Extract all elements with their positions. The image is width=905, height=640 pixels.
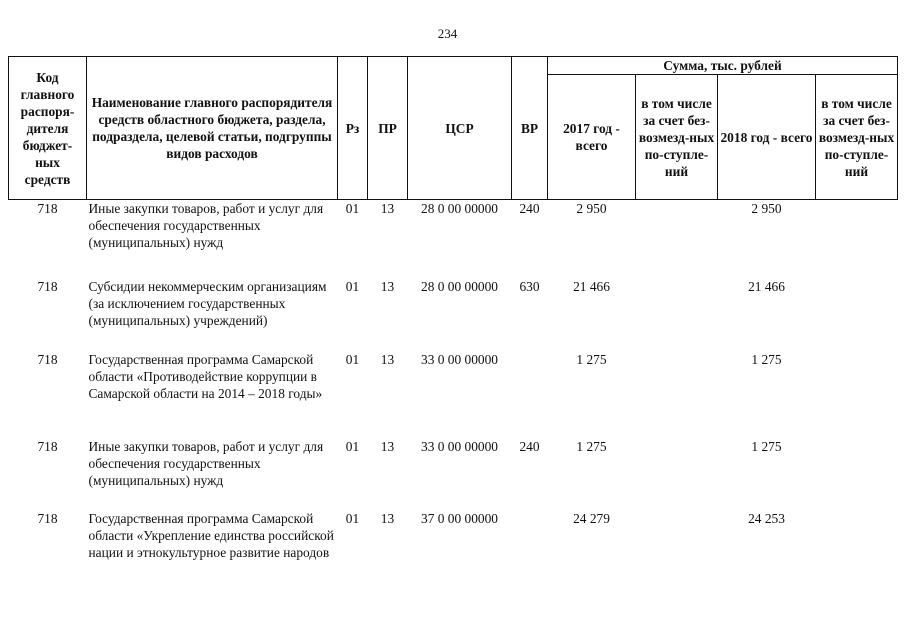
row-2017-total: 2 950 — [576, 201, 607, 216]
header-2018-total: 2018 год - всего — [718, 75, 816, 200]
row-vr: 630 — [519, 279, 540, 294]
row-2018-total: 21 466 — [748, 279, 785, 294]
row-2018-total: 1 275 — [751, 439, 782, 454]
row-2017-grants — [636, 200, 718, 279]
row-pr: 13 — [380, 439, 395, 454]
row-vr: 240 — [519, 201, 540, 216]
header-vr: ВР — [512, 57, 548, 200]
row-csr: 37 0 00 00000 — [421, 511, 498, 526]
row-2018-grants — [816, 438, 898, 510]
row-code: 718 — [37, 352, 58, 367]
row-rz: 01 — [345, 439, 360, 454]
row-name: Субсидии некоммерческим организациям (за исключением государственных (муниципальных) учреждений) — [88, 279, 327, 328]
header-rz: Рз — [338, 57, 368, 200]
row-2017-grants — [636, 510, 718, 580]
row-rz: 01 — [345, 511, 360, 526]
row-2018-grants — [816, 351, 898, 438]
row-rz: 01 — [345, 279, 360, 294]
header-code: Код главного распоря-дителя бюджет-ных средств — [9, 57, 87, 200]
row-2017-total: 1 275 — [576, 352, 607, 367]
header-pr: ПР — [368, 57, 408, 200]
row-code: 718 — [37, 439, 58, 454]
row-csr: 33 0 00 00000 — [421, 439, 498, 454]
row-2018-total: 24 253 — [748, 511, 785, 526]
row-name: Государственная программа Самарской области «Укрепление единства российской нации и этнокультурное развитие народов — [88, 511, 334, 560]
row-csr: 28 0 00 00000 — [421, 279, 498, 294]
row-2017-grants — [636, 278, 718, 351]
row-vr — [512, 510, 548, 580]
row-2017-total: 1 275 — [576, 439, 607, 454]
row-csr: 33 0 00 00000 — [421, 352, 498, 367]
row-pr: 13 — [380, 511, 395, 526]
row-2017-grants — [636, 438, 718, 510]
row-2018-grants — [816, 278, 898, 351]
row-2017-grants — [636, 351, 718, 438]
page-number: 234 — [437, 26, 458, 41]
row-vr: 240 — [519, 439, 540, 454]
row-rz: 01 — [345, 201, 360, 216]
row-2018-total: 2 950 — [751, 201, 782, 216]
row-name: Иные закупки товаров, работ и услуг для обеспечения государственных (муниципальных) нужд — [88, 201, 324, 250]
row-2017-total: 21 466 — [573, 279, 610, 294]
row-2018-total: 1 275 — [751, 352, 782, 367]
row-pr: 13 — [380, 201, 395, 216]
header-sum-group: Сумма, тыс. рублей — [548, 57, 898, 75]
table-row — [9, 438, 898, 510]
header-csr: ЦСР — [408, 57, 512, 200]
table-row — [9, 351, 898, 438]
row-code: 718 — [37, 201, 58, 216]
row-2018-grants — [816, 510, 898, 580]
table-row — [9, 510, 898, 580]
header-2018-grants: в том числе за счет без-возмезд-ных по-ступле-ний — [816, 75, 898, 200]
header-2017-grants: в том числе за счет без-возмезд-ных по-ступле-ний — [636, 75, 718, 200]
row-code: 718 — [37, 511, 58, 526]
row-rz: 01 — [345, 352, 360, 367]
header-2017-total: 2017 год - всего — [548, 75, 636, 200]
table-row — [9, 200, 898, 279]
header-name: Наименование главного распорядителя средств областного бюджета, раздела, подраздела, целевой статьи, подгруппы видов расходов — [87, 57, 338, 200]
row-2018-grants — [816, 200, 898, 279]
budget-expenditure-table — [8, 56, 898, 580]
row-name: Иные закупки товаров, работ и услуг для обеспечения государственных (муниципальных) нужд — [88, 439, 324, 488]
row-2017-total: 24 279 — [573, 511, 610, 526]
row-pr: 13 — [380, 352, 395, 367]
row-name: Государственная программа Самарской области «Противодействие коррупции в Самарской области на 2014 – 2018 годы» — [88, 352, 323, 401]
row-vr — [512, 351, 548, 438]
row-csr: 28 0 00 00000 — [421, 201, 498, 216]
table-row — [9, 278, 898, 351]
row-pr: 13 — [380, 279, 395, 294]
row-code: 718 — [37, 279, 58, 294]
